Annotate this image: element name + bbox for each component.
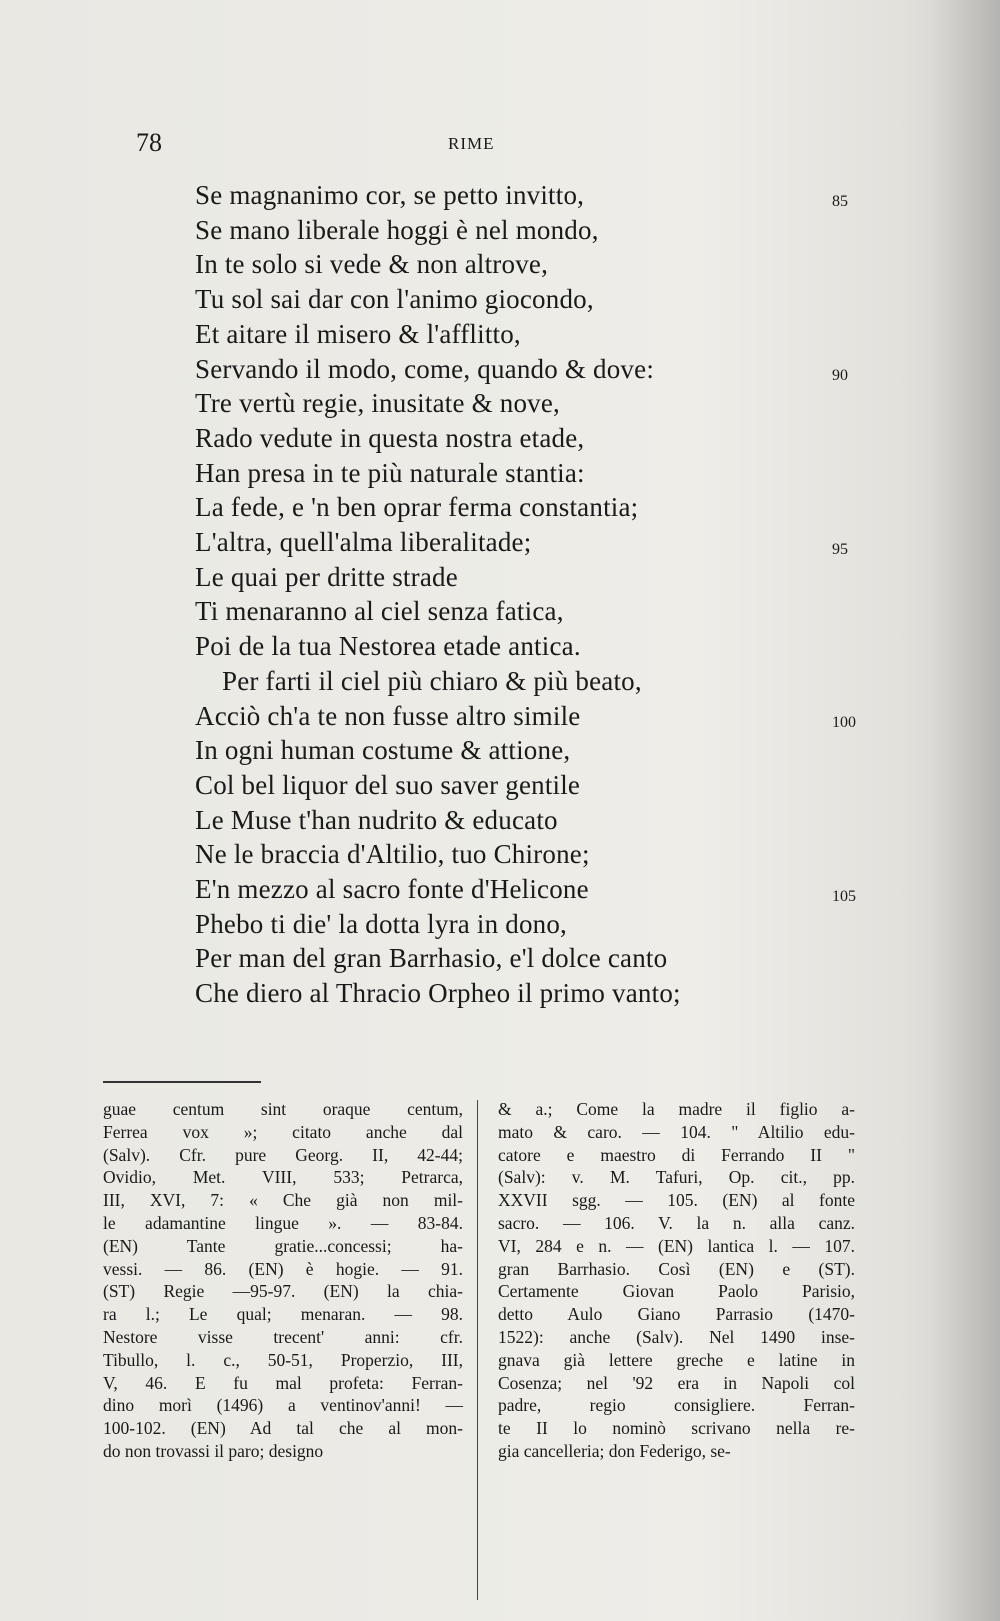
footnote-line: detto Aulo Giano Parrasio (1470- (498, 1304, 855, 1325)
footnote-line: dino morì (1496) a ventinov'anni! — (103, 1395, 463, 1416)
running-head: RIME (448, 134, 495, 153)
footnote-line: VI, 284 e n. — (EN) lantica l. — 107. (498, 1235, 855, 1256)
footnote-line: catore e maestro di Ferrando II " (498, 1144, 855, 1165)
footnote-line: Nestore visse trecent' anni: cfr. (103, 1326, 463, 1347)
verse-line: Se magnanimo cor, se petto invitto, (195, 180, 585, 210)
verse-line-number: 85 (832, 193, 848, 210)
footnote-line: & a.; Come la madre il figlio a- (498, 1099, 855, 1119)
footnote-line: Ovidio, Met. VIII, 533; Petrarca, (103, 1167, 463, 1188)
footnote-line: (Salv): v. M. Tafuri, Op. cit., pp. (498, 1167, 855, 1188)
verse-line: Tre vertù regie, inusitate & nove, (195, 388, 560, 419)
verse-line: Tu sol sai dar con l'animo giocondo, (195, 284, 594, 315)
footnote-line: (ST) Regie —95-97. (EN) la chia- (103, 1281, 463, 1302)
verse-line: Le quai per dritte strade (195, 561, 458, 592)
footnote-line: Tibullo, l. c., 50-51, Properzio, III, (103, 1349, 463, 1370)
footnote-line: 1522): anche (Salv). Nel 1490 inse- (498, 1326, 855, 1347)
verse-line: Col bel liquor del suo saver gentile (195, 769, 581, 800)
verse-line: Se mano liberale hoggi è nel mondo, (195, 214, 599, 245)
footnote-line: gia cancelleria; don Federigo, se- (498, 1440, 731, 1461)
footnote-line: sacro. — 106. V. la n. alla canz. (498, 1212, 855, 1233)
footnote-line: ra l.; Le qual; menaran. — 98. (103, 1304, 463, 1325)
verse-line: Le Muse t'han nudrito & educato (195, 804, 558, 835)
footnote-line: (Salv). Cfr. pure Georg. II, 42-44; (103, 1144, 463, 1165)
footnote-line: Certamente Giovan Paolo Parisio, (498, 1281, 855, 1302)
footnote-line: le adamantine lingue ». — 83-84. (103, 1212, 463, 1233)
footnote-line: 100-102. (EN) Ad tal che al mon- (103, 1418, 463, 1439)
footnote-line: guae centum sint oraque centum, (103, 1099, 463, 1119)
footnote-line: gnava già lettere greche e latine in (498, 1349, 855, 1370)
verse-line: Et aitare il misero & l'afflitto, (195, 318, 521, 349)
footnote-column-left (103, 1098, 463, 1463)
verse-line-number: 95 (832, 541, 848, 558)
verse-line: Poi de la tua Nestorea etade antica. (195, 631, 581, 662)
verse-line: La fede, e 'n ben oprar ferma constantia; (195, 492, 639, 523)
footnote-line: XXVII sgg. — 105. (EN) al fonte (498, 1190, 855, 1211)
verse-line: Rado vedute in questa nostra etade, (195, 422, 585, 453)
verse-line: L'altra, quell'alma liberalitade; (195, 527, 532, 557)
verse-line: Per man del gran Barrhasio, e'l dolce canto (195, 943, 668, 974)
verse-line: Che diero al Thracio Orpheo il primo vanto; (195, 978, 681, 1009)
footnote-line: Cosenza; nel '92 era in Napoli col (498, 1372, 855, 1393)
verse-line: E'n mezzo al sacro fonte d'Helicone (195, 874, 589, 904)
footnote-line: V, 46. E fu mal profeta: Ferran- (103, 1372, 463, 1393)
verse-line-number: 90 (832, 367, 848, 384)
footnote-line: mato & caro. — 104. " Altilio edu- (498, 1121, 855, 1142)
verse-line: Ti menaranno al ciel senza fatica, (195, 596, 564, 627)
binding-shadow (930, 0, 1000, 1621)
verse-line-number: 100 (832, 714, 856, 731)
verse-line: Acciò ch'a te non fusse altro simile (195, 700, 581, 731)
footnote-line: (EN) Tante gratie...concessi; ha- (103, 1235, 463, 1256)
verse-line: Phebo ti die' la dotta lyra in dono, (195, 908, 568, 939)
footnote-line: III, XVI, 7: « Che già non mil- (103, 1190, 463, 1211)
footnote-line: padre, regio consigliere. Ferran- (498, 1395, 855, 1416)
footnote-column-right (498, 1098, 855, 1463)
verse-line: Servando il modo, come, quando & dove: (195, 353, 655, 384)
verse-line: Ne le braccia d'Altilio, tuo Chirone; (195, 839, 590, 870)
verse-line: Per farti il ciel più chiaro & più beato, (222, 665, 642, 696)
footnote-line: te II lo nominò scrivano nella re- (498, 1418, 855, 1439)
verse-line: In ogni human costume & attione, (195, 735, 571, 766)
verse-line: Han presa in te più naturale stantia: (195, 457, 585, 488)
footnote-column-divider (477, 1100, 478, 1600)
footnote-line: Ferrea vox »; citato anche dal (103, 1121, 463, 1142)
footnote-line: vessi. — 86. (EN) è hogie. — 91. (103, 1258, 463, 1279)
footnote-line: gran Barrhasio. Così (EN) e (ST). (498, 1258, 855, 1279)
verse-line: In te solo si vede & non altrove, (195, 249, 549, 280)
footnote-line: do non trovassi il paro; designo (103, 1440, 324, 1461)
page-number: 78 (136, 128, 162, 157)
verse-line-number: 105 (832, 888, 856, 905)
footnote-rule (103, 1081, 261, 1083)
